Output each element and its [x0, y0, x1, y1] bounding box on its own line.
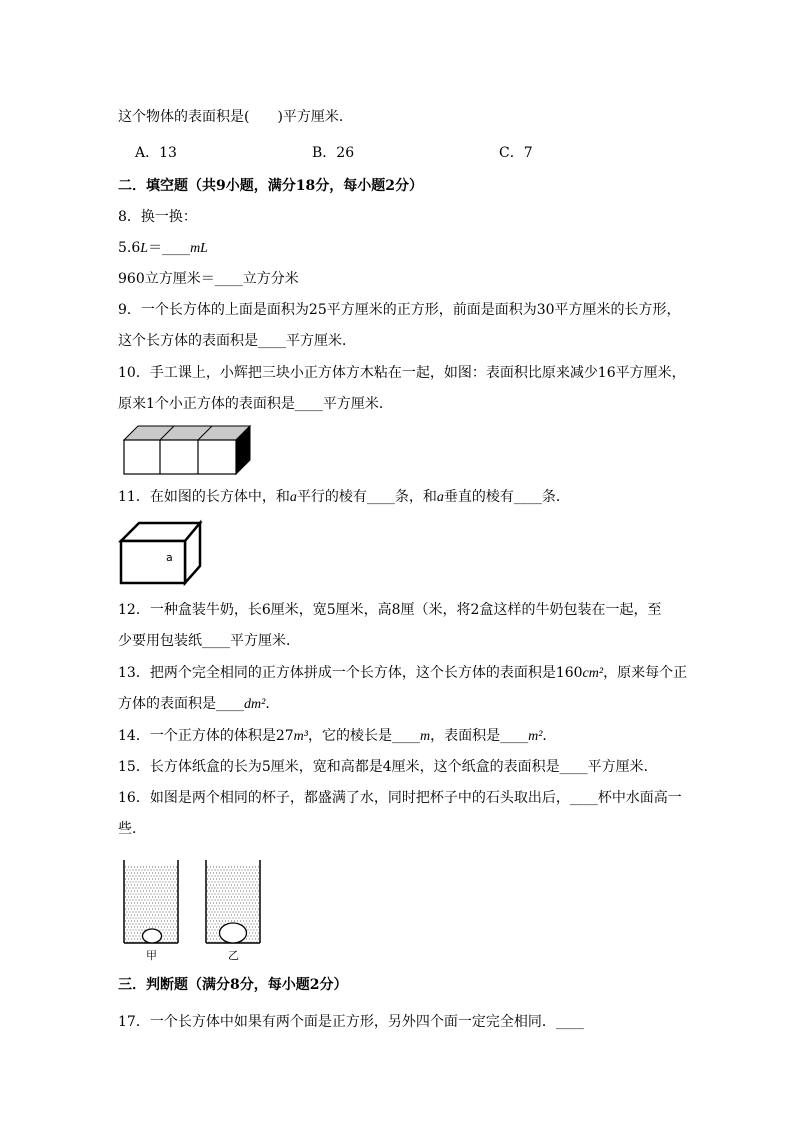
cubes-front-face	[124, 440, 236, 474]
q15-line: 15．长方体纸盒的长为5厘米，宽和高都是4厘米，这个纸盒的表面积是____平方厘米．	[118, 759, 658, 775]
cup-yi	[206, 860, 260, 943]
q17-line: 17．一个长方体中如果有两个面是正方形，另外四个面一定完全相同．____	[118, 1014, 584, 1030]
q7-option-a: A．13	[135, 145, 177, 161]
q11-part-2: 平行的棱有____条，和	[296, 489, 437, 505]
q16-line-2: 些．	[118, 821, 146, 837]
q11-line	[118, 488, 570, 506]
q13-line-2-tail: ．	[265, 696, 280, 712]
q8-unit-from: L	[140, 241, 149, 256]
cup-jia-stone	[143, 929, 162, 943]
q12-line-1: 12．一种盒装牛奶，长6厘米，宽5厘米，高8厘（米，将2盒这样的牛奶包装在一起，至	[118, 602, 662, 618]
three-cubes-figure	[118, 420, 258, 480]
section2-heading: 二．填空题（共9小题，满分18分，每小题2分）	[118, 178, 423, 194]
q11-var-a-1: a	[289, 490, 297, 505]
q14-unit-area: m²	[528, 729, 543, 744]
q7-option-b: B．26	[312, 145, 355, 161]
cuboid-figure	[118, 518, 208, 588]
q13-line-2	[118, 695, 279, 713]
q8-stem: 8．换一换：	[118, 209, 197, 225]
cuboid-edge-label: a	[166, 551, 173, 564]
q7-stem: 这个物体的表面积是( )平方厘米．	[118, 109, 353, 125]
cup-label-yi: 乙	[228, 949, 239, 962]
q14-line	[118, 727, 556, 745]
q13-unit-cm2: cm²	[582, 666, 604, 681]
two-cups-figure	[118, 855, 268, 961]
q8-unit-to: mL	[190, 241, 208, 256]
q8-blank: ＝____	[148, 240, 191, 256]
q11-part-3: 垂直的棱有____条．	[443, 489, 570, 505]
q10-line-2: 原来1个小正方体的表面积是____平方厘米．	[118, 396, 393, 412]
q14-part-2: ，它的棱长是____	[307, 728, 420, 744]
cup-yi-stone	[220, 923, 247, 943]
section3-heading: 三．判断题（满分8分，每小题2分）	[118, 977, 348, 993]
q8-conversion-1	[118, 239, 208, 257]
cuboid-front-face	[121, 541, 185, 583]
q9-line-2: 这个长方体的表面积是____平方厘米．	[118, 333, 356, 349]
q13-unit-dm2: dm²	[244, 697, 266, 712]
cup-jia	[124, 860, 178, 943]
q14-unit-length: m	[419, 729, 431, 744]
q7-option-c: C．7	[499, 145, 533, 161]
cup-label-jia: 甲	[146, 949, 157, 962]
q11-part-1: 11．在如图的长方体中，和	[118, 489, 290, 505]
q16-line-1: 16．如图是两个相同的杯子，都盛满了水，同时把杯子中的石头取出后，____杯中水面高一	[118, 790, 682, 806]
q10-line-1: 10．手工课上，小辉把三块小正方体方木粘在一起，如图：表面积比原来减少16平方厘米，	[118, 365, 686, 381]
q9-line-1: 9．一个长方体的上面是面积为25平方厘米的正方形，前面是面积为30平方厘米的长方形，	[118, 302, 681, 318]
q13-line-1	[118, 664, 687, 682]
q13-line-1-text: 13．把两个完全相同的正方体拼成一个长方体，这个长方体的表面积是160	[118, 665, 583, 681]
q14-part-4: ．	[542, 728, 557, 744]
cubes-top-face	[124, 426, 250, 440]
q8-conversion-2: 960立方厘米＝____立方分米	[118, 271, 299, 287]
q13-line-1-tail: ，原来每个正	[603, 665, 688, 681]
q8-value: 5.6	[118, 240, 141, 256]
q13-line-2-text: 方体的表面积是____	[118, 696, 244, 712]
q11-var-a-2: a	[436, 490, 444, 505]
q14-unit-volume: m³	[293, 729, 308, 744]
q14-part-1: 14．一个正方体的体积是27	[118, 728, 294, 744]
q14-part-3: ，表面积是____	[430, 728, 529, 744]
q12-line-2: 少要用包装纸____平方厘米．	[118, 633, 300, 649]
